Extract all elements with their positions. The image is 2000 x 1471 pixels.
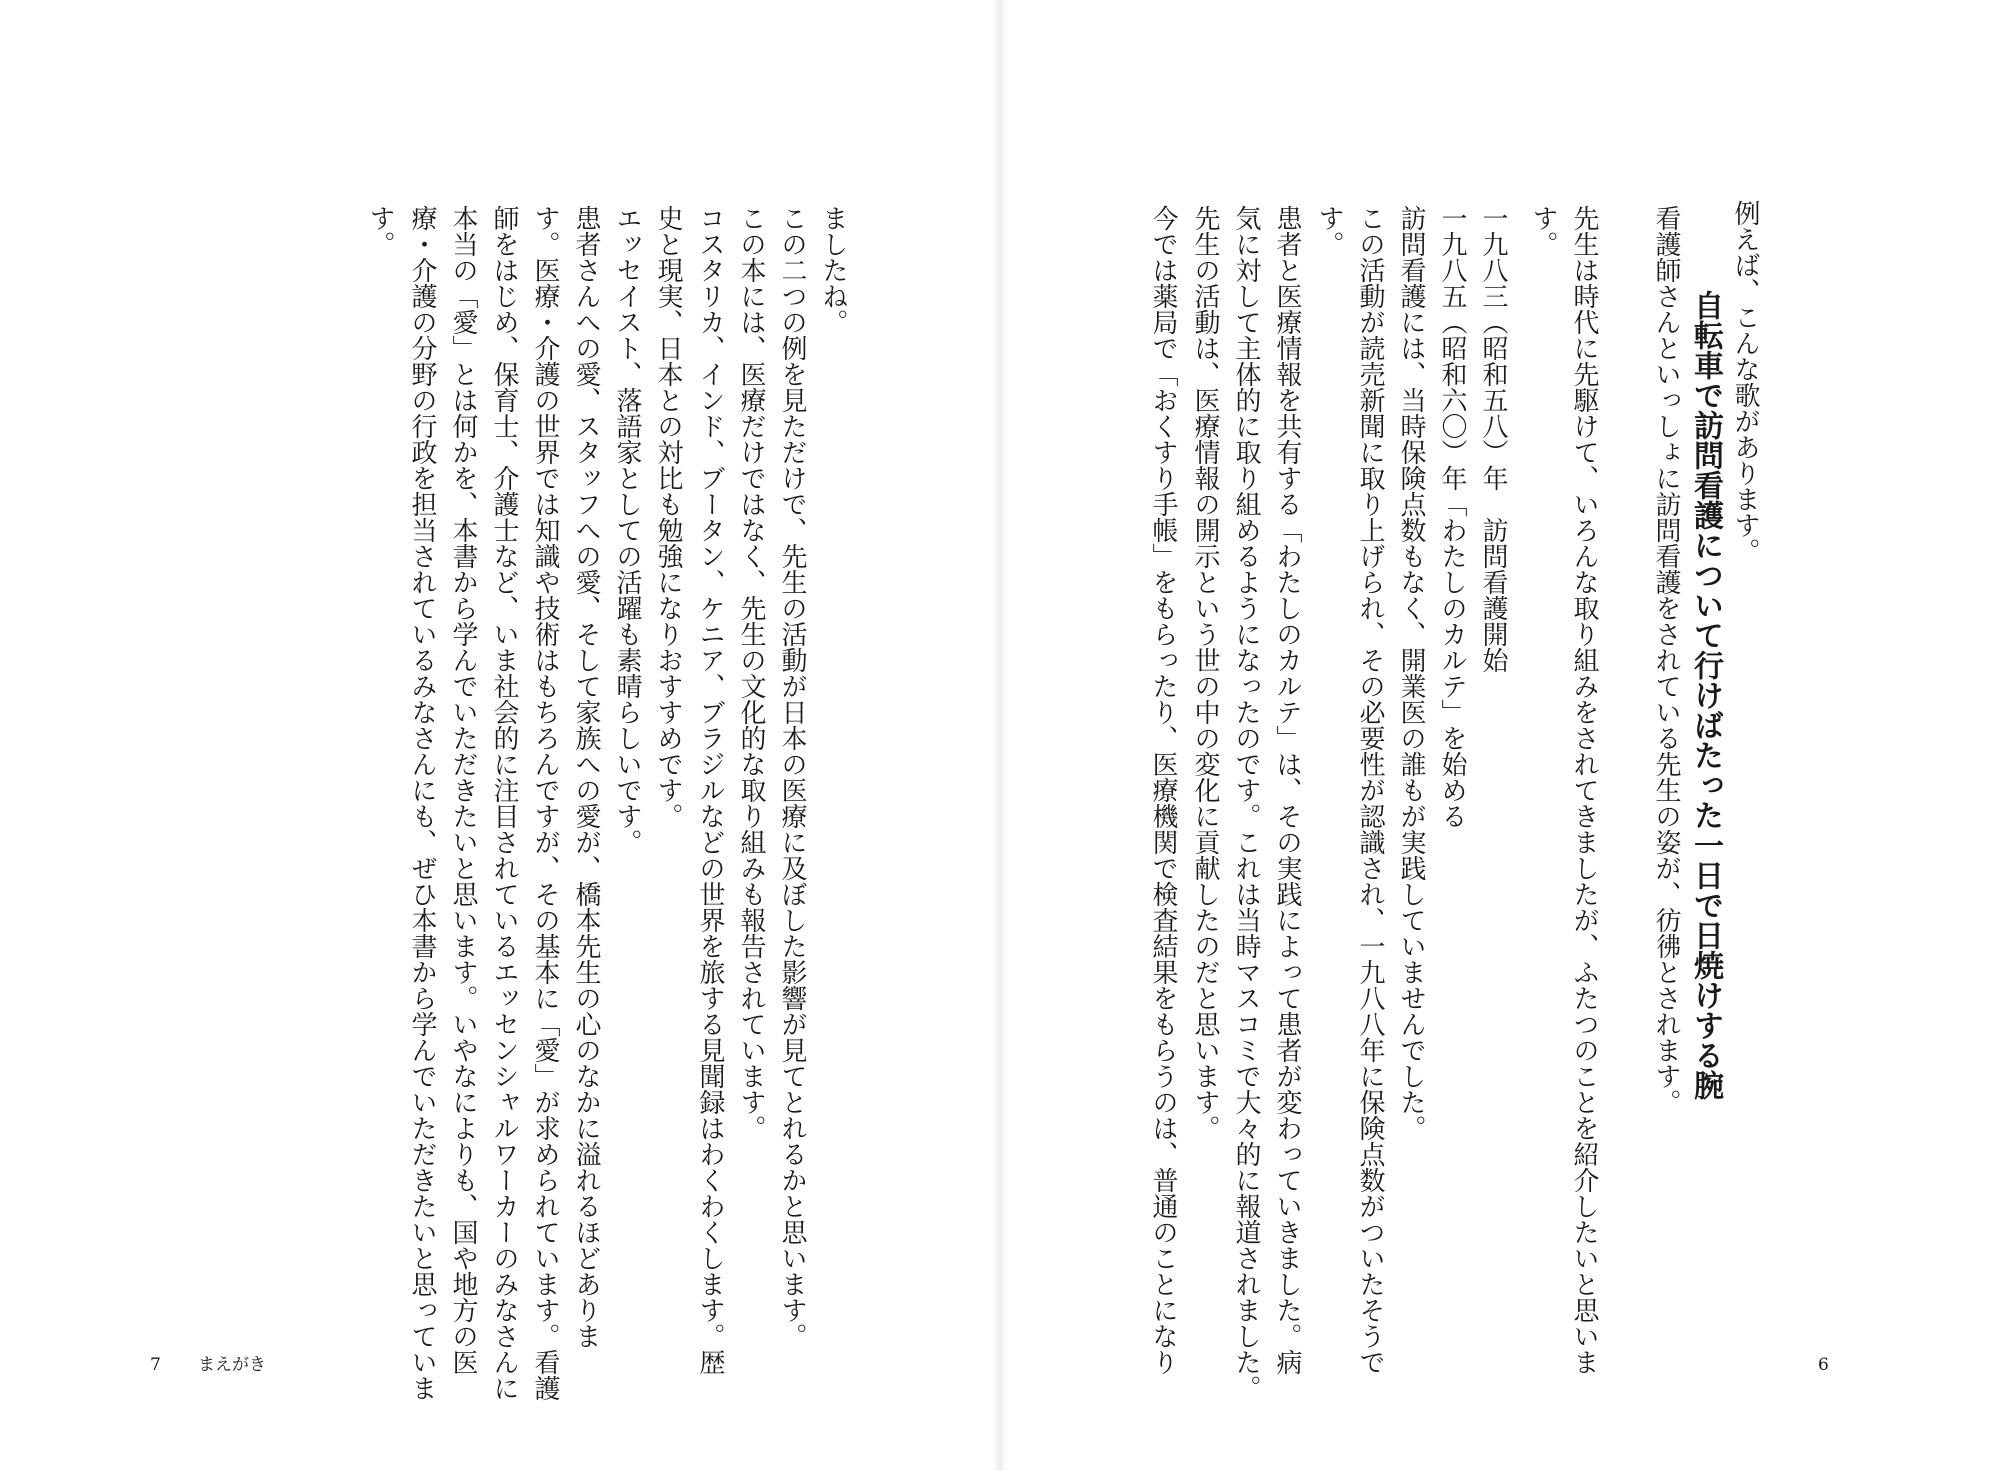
page-number: 6 <box>1818 1355 1829 1375</box>
text-line: 療・介護の分野の行政を担当されているみなさんにも、ぜひ本書から学んでいただきたいと思っていま <box>407 205 437 1401</box>
text-line: 気に対して主体的に取り組めるようになったのです。これは当時マスコミで大々的に報道されました。 <box>1231 205 1261 1401</box>
poem-heading: 自転車で訪問看護について行けばたった一日で日焼けする腕 <box>1688 290 1723 1100</box>
text-line: 患者と医療情報を共有する「わたしのカルテ」は、その実践によって患者が変わっていきました。病 <box>1272 205 1302 1375</box>
text-line: この二つの例を見ただけで、先生の活動が日本の医療に及ぼした影響が見てとれるかと思います。 <box>777 205 807 1349</box>
text-line: 例えば、こんな歌があります。 <box>1730 200 1760 564</box>
text-line: 看護師さんといっしょに訪問看護をされている先生の姿が、彷彿とされます。 <box>1651 205 1681 1115</box>
text-line: す。 <box>1528 205 1558 257</box>
text-line: 史と現実、日本との対比も勉強になりおすすめです。 <box>653 205 683 829</box>
text-line: す。医療・介護の世界では知識や技術はもちろんですが、その基本に「愛」が求められています。看護 <box>530 205 560 1401</box>
text-line: 訪問看護には、当時保険点数もなく、開業医の誰もが実践していませんでした。 <box>1396 205 1426 1141</box>
text-line: 本当の「愛」とは何かを、本書から学んでいただきたいと思います。いやなによりも、国や地方の医 <box>448 205 478 1375</box>
text-line: エッセイスト、落語家としての活躍も素晴らしいです。 <box>612 205 642 855</box>
text-line: 一九八三（昭和五八）年 訪問看護開始 <box>1478 205 1508 673</box>
text-line: 患者さんへの愛、スタッフへの愛、そして家族への愛が、橋本先生の心のなかに溢れるほどありま <box>571 205 601 1349</box>
text-line: 今では薬局で「おくすり手帳」をもらったり、医療機関で検査結果をもらうのは、普通のことになり <box>1148 205 1178 1375</box>
page-number: 7 <box>150 1355 161 1375</box>
text-line: 師をはじめ、保育士、介護士など、いま社会的に注目されているエッセンシャルワーカーのみなさんに <box>489 205 519 1401</box>
text-line: コスタリカ、インド、ブータン、ケニア、ブラジルなどの世界を旅する見聞録はわくわくします。歴 <box>695 205 725 1375</box>
text-line: この活動が読売新聞に取り上げられ、その必要性が認識され、一九八八年に保険点数がついたそうで <box>1355 205 1385 1375</box>
text-line: す。 <box>365 205 395 257</box>
text-line: 先生の活動は、医療情報の開示という世の中の変化に貢献したのだと思います。 <box>1190 205 1220 1141</box>
running-head: まえがき <box>198 1355 266 1375</box>
text-line: す。 <box>1314 205 1344 257</box>
page-gutter <box>993 0 1007 1471</box>
text-line: ましたね。 <box>818 205 848 335</box>
text-line: 一九八五（昭和六〇）年「わたしのカルテ」を始める <box>1437 205 1467 829</box>
text-line: 先生は時代に先駆けて、いろんな取り組みをされてきましたが、ふたつのことを紹介したいと思いま <box>1569 205 1599 1375</box>
text-line: この本には、医療だけではなく、先生の文化的な取り組みも報告されています。 <box>736 205 766 1141</box>
